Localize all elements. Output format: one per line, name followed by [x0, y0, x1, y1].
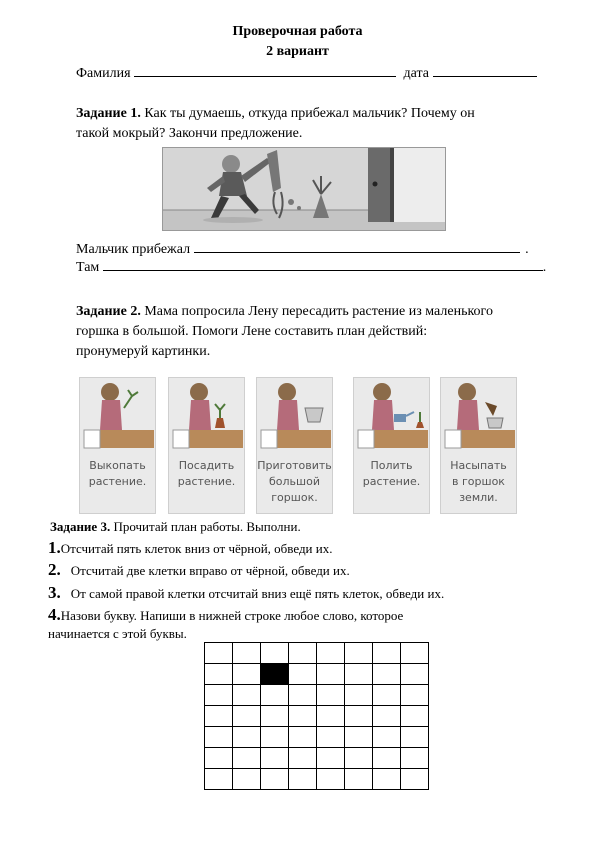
- grid-cell[interactable]: [289, 643, 317, 664]
- grid-cell[interactable]: [289, 706, 317, 727]
- grid-cell[interactable]: [233, 685, 261, 706]
- grid-cell[interactable]: [401, 685, 429, 706]
- grid-cell[interactable]: [317, 748, 345, 769]
- grid-cell[interactable]: [317, 664, 345, 685]
- answer1-field[interactable]: [194, 240, 520, 253]
- task3-step-2: 2. Отсчитай две клетки вправо от чёрной, обведи их.: [48, 560, 350, 579]
- surname-label: Фамилия: [76, 66, 131, 81]
- grid-cell[interactable]: [373, 769, 401, 790]
- grid-cell[interactable]: [289, 664, 317, 685]
- answer-line-1: [76, 240, 529, 258]
- answer-line-2: [76, 258, 546, 276]
- grid-cell[interactable]: [205, 685, 233, 706]
- task3-intro: Прочитай план работы. Выполни.: [113, 519, 301, 534]
- grid-cell[interactable]: [401, 727, 429, 748]
- girl-digging-icon: [80, 378, 155, 458]
- plant-card-4: [353, 377, 430, 514]
- grid-cell[interactable]: [401, 706, 429, 727]
- task1-line2: такой мокрый? Закончи предложение.: [76, 126, 303, 141]
- girl-pot-icon: [257, 378, 332, 458]
- grid-cell[interactable]: [345, 748, 373, 769]
- grid-cell[interactable]: [233, 706, 261, 727]
- grid-cell[interactable]: [205, 727, 233, 748]
- grid-cell[interactable]: [233, 643, 261, 664]
- grid-cell[interactable]: [373, 748, 401, 769]
- grid-cell[interactable]: [205, 664, 233, 685]
- grid-cell[interactable]: [373, 727, 401, 748]
- grid-cell[interactable]: [261, 769, 289, 790]
- grid-cell[interactable]: [261, 643, 289, 664]
- grid-row: [205, 727, 429, 748]
- grid-cell[interactable]: [373, 664, 401, 685]
- plant-card-1: [79, 377, 156, 514]
- grid-cell[interactable]: [345, 727, 373, 748]
- grid-cell[interactable]: [317, 769, 345, 790]
- grid-row: [205, 748, 429, 769]
- grid-cell[interactable]: [205, 643, 233, 664]
- plant-card-3: [256, 377, 333, 514]
- grid-row: [205, 643, 429, 664]
- grid-cell[interactable]: [373, 685, 401, 706]
- plant-card-2: [168, 377, 245, 514]
- task1-text: [76, 104, 576, 144]
- answer2-label: Там: [76, 260, 100, 275]
- grid-cell[interactable]: [205, 706, 233, 727]
- date-label: дата: [403, 66, 430, 81]
- grid-cell[interactable]: [317, 643, 345, 664]
- grid-cell[interactable]: [401, 769, 429, 790]
- task3-label: Задание 3.: [50, 519, 111, 534]
- grid-cell[interactable]: [401, 643, 429, 664]
- variant-title: 2 вариант: [266, 44, 329, 59]
- girl-watering-icon: [354, 378, 429, 458]
- date-field[interactable]: [433, 64, 537, 77]
- card4-caption: Полить растение.: [362, 459, 421, 488]
- grid-cell[interactable]: [233, 727, 261, 748]
- task2-line1: Мама попросила Лену пересадить растение из маленького: [144, 304, 493, 319]
- task2-text: [76, 302, 576, 362]
- boy-illustration-art: [163, 148, 445, 230]
- task2-line3: пронумеруй картинки.: [76, 344, 211, 359]
- grid-cell[interactable]: [289, 748, 317, 769]
- grid-row: [205, 769, 429, 790]
- grid-cell[interactable]: [205, 769, 233, 790]
- card2-caption: Посадить растение.: [177, 459, 236, 488]
- grid-cell[interactable]: [261, 727, 289, 748]
- card1-caption: Выкопать растение.: [88, 459, 147, 488]
- surname-row: [76, 64, 537, 82]
- grid-cell[interactable]: [345, 664, 373, 685]
- grid-cell[interactable]: [345, 685, 373, 706]
- grid-cell[interactable]: [233, 748, 261, 769]
- grid-cell[interactable]: [261, 748, 289, 769]
- grid-cell[interactable]: [373, 706, 401, 727]
- card3-caption: Приготовить большой горшок.: [257, 459, 332, 504]
- answer2-field[interactable]: [103, 258, 543, 271]
- grid-cell[interactable]: [261, 685, 289, 706]
- task1-label: Задание 1.: [76, 106, 141, 121]
- surname-field[interactable]: [134, 64, 396, 77]
- girl-soil-icon: [441, 378, 516, 458]
- grid-cell[interactable]: [345, 706, 373, 727]
- task3-step-1: 1.Отсчитай пять клеток вниз от чёрной, обведи их.: [48, 538, 333, 557]
- task3-step-3: 3. От самой правой клетки отсчитай вниз ещё пять клеток, обведи их.: [48, 583, 445, 602]
- task3-heading: [50, 517, 301, 537]
- card5-caption: Насыпать в горшок земли.: [450, 459, 507, 504]
- grid-cell[interactable]: [233, 664, 261, 685]
- grid-cell[interactable]: [401, 664, 429, 685]
- grid-cell[interactable]: [317, 727, 345, 748]
- task3-step-4-cont: начинается с этой буквы.: [48, 626, 187, 641]
- grid-cell[interactable]: [401, 748, 429, 769]
- grid-row: [205, 685, 429, 706]
- grid-cell-black[interactable]: [261, 664, 289, 685]
- grid-cell[interactable]: [317, 685, 345, 706]
- task3-step-4: 4.Назови букву. Напиши в нижней строке любое слово, которое: [48, 605, 404, 624]
- grid-cell[interactable]: [261, 706, 289, 727]
- grid-cell[interactable]: [345, 643, 373, 664]
- grid-cell[interactable]: [289, 727, 317, 748]
- graph-paper-grid[interactable]: [204, 642, 429, 790]
- answer1-label: Мальчик прибежал: [76, 242, 191, 257]
- grid-cell[interactable]: [345, 769, 373, 790]
- plant-card-5: [440, 377, 517, 514]
- grid-cell[interactable]: [289, 685, 317, 706]
- answer2-period: .: [542, 260, 547, 275]
- page-title: Проверочная работа: [232, 24, 363, 39]
- grid-cell[interactable]: [205, 748, 233, 769]
- answer1-period: .: [525, 242, 529, 257]
- task1-line1: Как ты думаешь, откуда прибежал мальчик? Почему он: [144, 106, 475, 121]
- grid-row: [205, 664, 429, 685]
- grid-cell[interactable]: [233, 769, 261, 790]
- grid-row: [205, 706, 429, 727]
- task2-line2: горшка в большой. Помоги Лене составить план действий:: [76, 324, 428, 339]
- grid-cell[interactable]: [317, 706, 345, 727]
- grid-cell[interactable]: [289, 769, 317, 790]
- task2-label: Задание 2.: [76, 304, 141, 319]
- grid-cell[interactable]: [373, 643, 401, 664]
- boy-running-illustration: [162, 147, 446, 231]
- girl-planting-icon: [169, 378, 244, 458]
